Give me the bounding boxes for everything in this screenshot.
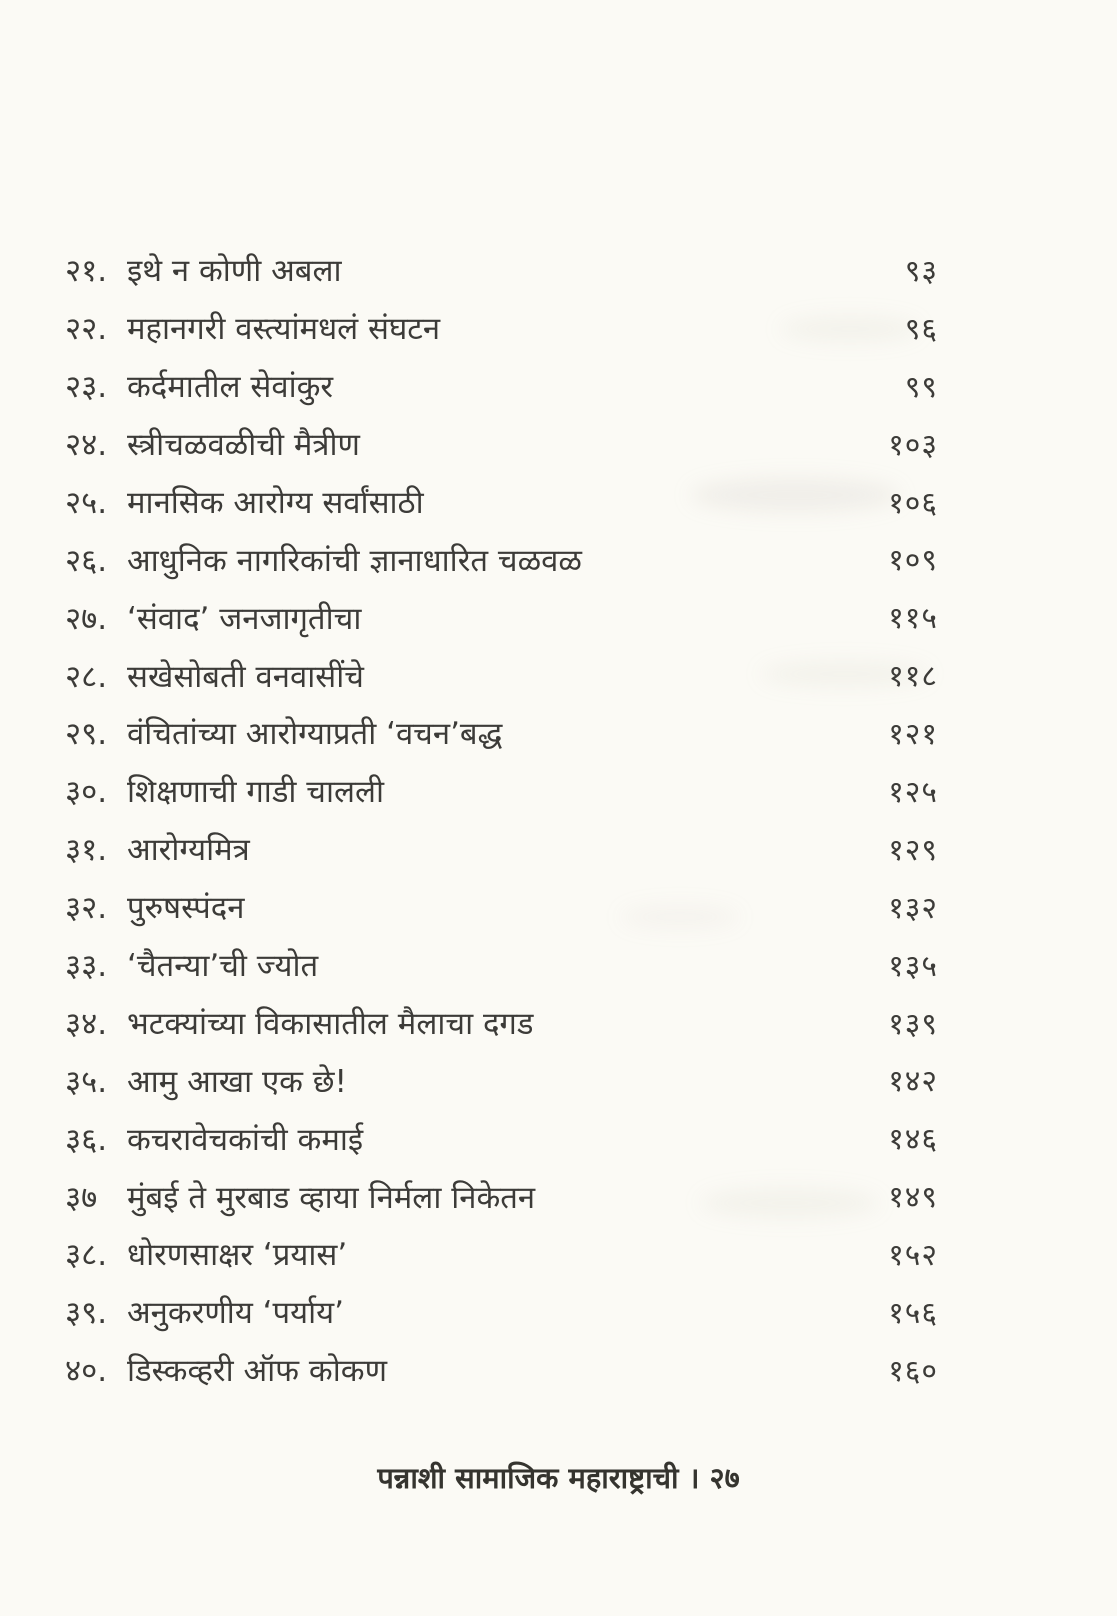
toc-entry [65,1053,938,1111]
toc-entry [65,822,938,880]
toc-entry-page: १४२ [888,1064,938,1100]
toc-entry-title: अनुकरणीय ‘पर्याय’ [127,1295,344,1332]
toc-entry-number: २२. [65,311,108,348]
toc-entry [65,706,938,764]
toc-entry-number: २५. [65,484,108,521]
toc-entry-title: आधुनिक नागरिकांची ज्ञानाधारित चळवळ [127,542,582,579]
toc-entry-page: १५६ [888,1295,938,1331]
footer-book-title: पन्नाशी सामाजिक महाराष्ट्राची [377,1461,679,1495]
toc-entry-page: ११८ [888,659,938,695]
toc-entry-title: मुंबई ते मुरबाड व्हाया निर्मला निकेतन [127,1179,536,1216]
toc-entry-page: ९९ [904,369,938,405]
toc-entry-title: स्त्रीचळवळीची मैत्रीण [127,427,360,464]
toc-entry-page: १३२ [888,890,938,926]
toc-entry-page: ९६ [904,311,938,347]
toc-entry-number: ३३. [65,948,108,985]
footer-separator: । [688,1461,700,1495]
toc-entry-page: १२१ [888,717,938,753]
toc-entry [65,359,938,417]
toc-entry-title: आमु आखा एक छे! [127,1063,347,1100]
toc-entry-number: ३०. [65,774,108,811]
toc-entry-page: १३५ [888,948,938,984]
toc-entry-number: ३४. [65,1005,108,1042]
toc-entry [65,1285,938,1343]
toc-entry-title: कर्दमातील सेवांकुर [127,369,334,406]
toc-entry-number: २१. [65,253,108,290]
toc-entry-page: १२५ [888,774,938,810]
toc-entry-title: पुरुषस्पंदन [127,890,245,927]
toc-entry-number: २८. [65,658,108,695]
toc-entry [65,880,938,938]
toc-entry-page: १२९ [888,832,938,868]
toc-entry-number: ३५. [65,1063,108,1100]
toc-entry [65,475,938,533]
toc-entry-number: २९. [65,716,108,753]
toc-entry [65,243,938,301]
toc-entry [65,590,938,648]
toc-entry-page: ९३ [904,253,938,289]
toc-entry-page: १६० [888,1353,938,1389]
toc-entry [65,648,938,706]
toc-entry-number: २६. [65,542,108,579]
toc-entry-title: शिक्षणाची गाडी चालली [127,774,385,811]
toc-entry-title: वंचितांच्या आरोग्याप्रती ‘वचन’बद्ध [127,716,503,753]
toc-entry-number: ३७ [65,1179,98,1216]
toc-entry-title: मानसिक आरोग्य सर्वांसाठी [127,484,424,521]
toc-entry-title: महानगरी वस्त्यांमधलं संघटन [127,311,441,348]
toc-entry-page: १०६ [888,485,938,521]
toc-entry-page: १४६ [888,1122,938,1158]
toc-entry-title: ‘संवाद’ जनजागृतीचा [127,600,362,637]
toc-entry-number: ३१. [65,832,108,869]
toc-entry-page: १०९ [888,543,938,579]
toc-entry [65,764,938,822]
toc-entry-title: आरोग्यमित्र [127,832,250,869]
toc-entry [65,301,938,359]
toc-entry-title: भटक्यांच्या विकासातील मैलाचा दगड [127,1005,534,1042]
table-of-contents [65,243,938,1401]
toc-entry-number: २७. [65,600,108,637]
toc-entry-number: ३९. [65,1295,108,1332]
toc-entry-number: ३२. [65,890,108,927]
toc-entry-page: १५२ [888,1238,938,1274]
toc-entry-title: डिस्कव्हरी ऑफ कोकण [127,1353,387,1390]
toc-entry [65,1343,938,1401]
toc-entry-title: ‘चैतन्या’ची ज्योत [127,948,319,985]
toc-entry-number: २४. [65,427,108,464]
toc-entry-page: ११५ [888,601,938,637]
toc-entry [65,1169,938,1227]
toc-entry-page: १४९ [888,1180,938,1216]
page-footer [0,1458,1117,1497]
toc-entry-number: ३६. [65,1121,108,1158]
toc-entry [65,417,938,475]
toc-entry-title: धोरणसाक्षर ‘प्रयास’ [127,1237,348,1274]
toc-entry [65,1111,938,1169]
toc-entry [65,938,938,996]
toc-entry-number: ३८. [65,1237,108,1274]
toc-entry [65,532,938,590]
toc-entry-number: २३. [65,369,108,406]
toc-entry [65,1227,938,1285]
toc-entry-page: १०३ [888,427,938,463]
toc-entry [65,996,938,1054]
toc-entry-page: १३९ [888,1006,938,1042]
toc-entry-title: कचरावेचकांची कमाई [127,1121,364,1158]
footer-page-number: २७ [709,1461,740,1495]
toc-entry-number: ४०. [65,1353,108,1390]
toc-entry-title: सखेसोबती वनवासींचे [127,658,364,695]
toc-entry-title: इथे न कोणी अबला [127,253,342,290]
